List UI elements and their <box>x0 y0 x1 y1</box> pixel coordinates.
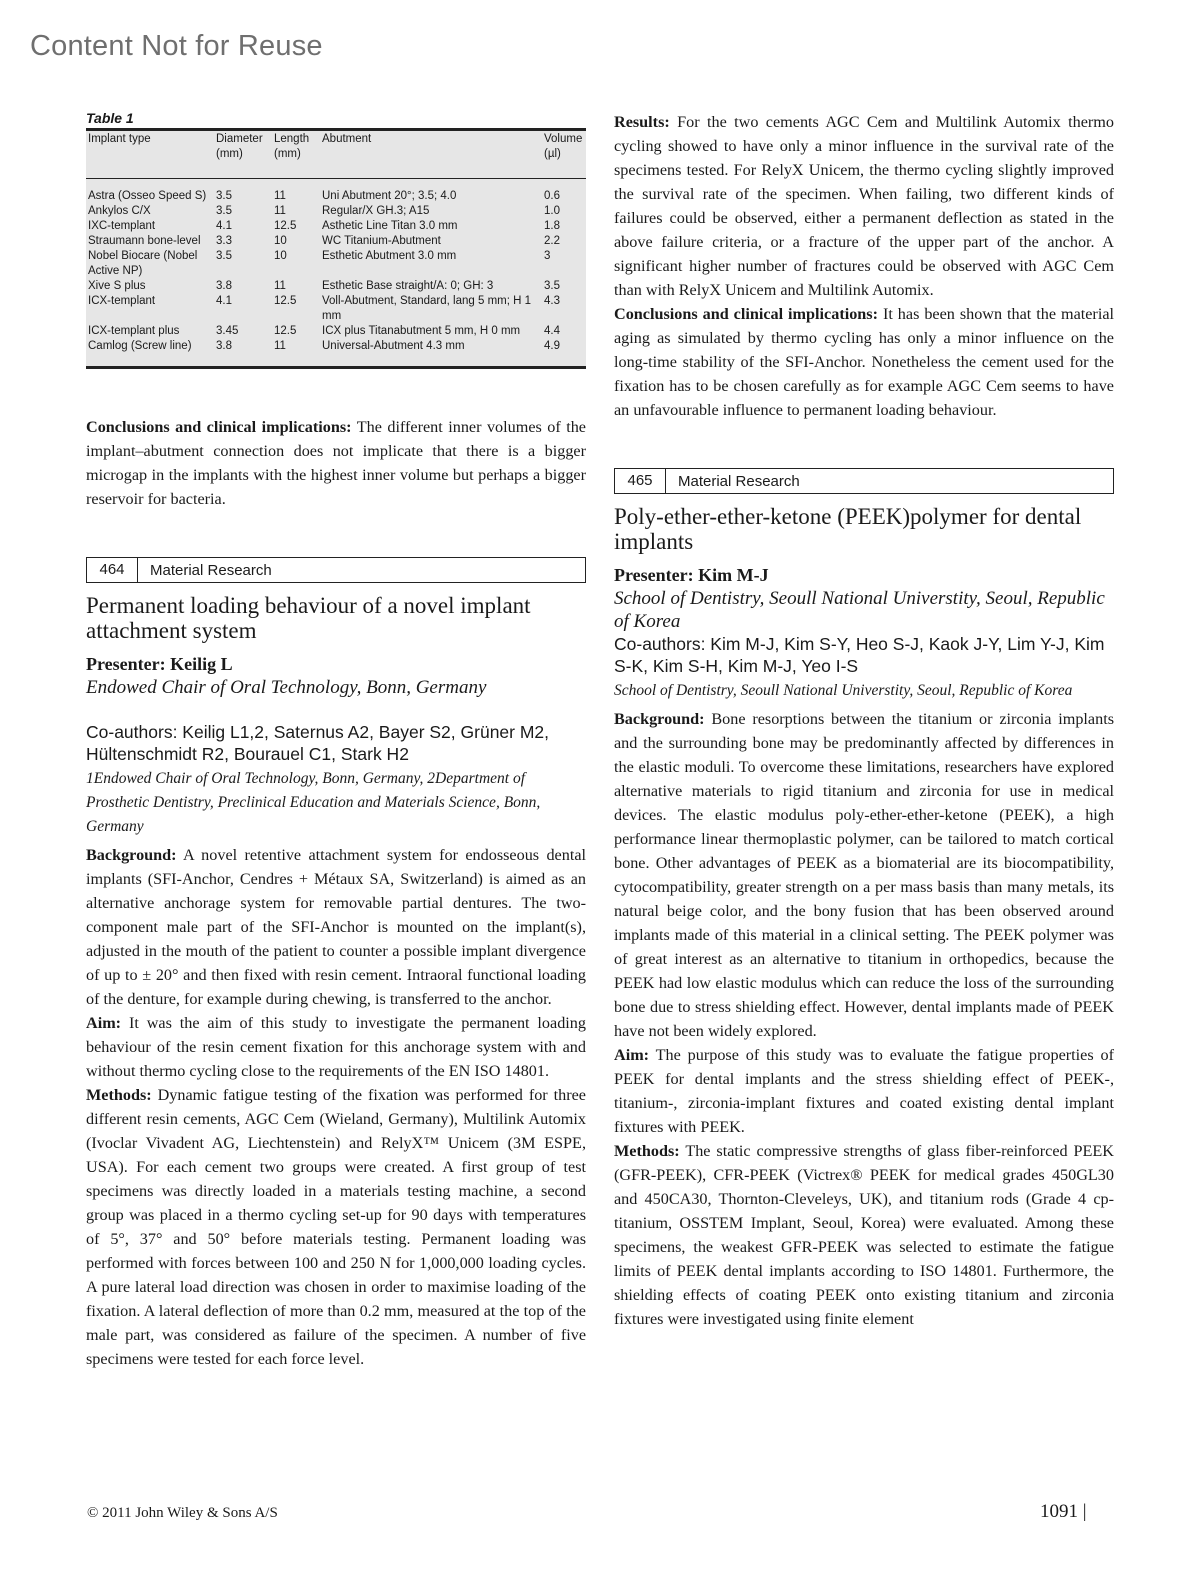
table-cell: 0.6 <box>544 190 560 202</box>
left-column <box>86 110 586 1371</box>
presenter: Presenter: Kim M-J <box>614 565 769 585</box>
table-cell: IXC-templant <box>88 220 156 232</box>
abstract-number: 464 <box>87 558 138 582</box>
abstract-section: Material Research <box>678 472 800 490</box>
right-column <box>614 110 1114 1331</box>
abstract-title: Poly-ether-ether-ketone (PEEK)polymer for dental implants <box>614 504 1082 554</box>
table-row <box>86 179 586 205</box>
background-paragraph <box>614 707 1114 1043</box>
table-cell: 3.45 <box>216 325 239 337</box>
table-cell: Xive S plus <box>88 280 146 292</box>
table-row <box>86 339 586 366</box>
aim-text: The purpose of this study was to evaluate the fatigue properties of PEEK for dental implants and the stress shielding effect of PEEK-, titanium-, zirconia-implant fixtures and coated existing dental implant fixtures with PEEK. <box>614 1046 1114 1136</box>
methods-text: Dynamic fatigue testing of the fixation was performed for three different resin cements, AGC Cem (Wieland, Germany), Multilink Automix (Ivoclar Vivadent AG, Liechtenstein) and RelyX™ Unicem (3M ESPE, USA). For each cement two groups were created. A first group of test specimens was directly loaded in a materials testing machine, a second group was placed in a thermo cycling set-up for 90 days with temperatures of 5°, 37° and 50° before materials testing. Permanent loading was performed with forces between 100 and 250 N for 1,000,000 loading cycles. A pure lateral load direction was chosen in order to maximise loading of the fixation. A lateral deflection of more than 0.2 mm, measured at the top of the male part, was considered as failure of the specimen. A number of five specimens were tested for each force level. <box>86 1086 586 1368</box>
table-cell: 3.8 <box>216 280 232 292</box>
table-cell: 3.5 <box>216 250 232 262</box>
conclusions-text: It has been shown that the material aging as simulated by thermo cycling has only a minor influence on the long-time stability of the SFI-Anchor. Nonetheless the cement used for the fixation has to be chosen carefully as for example AGC Cem seems to have an unfavourable influence to permanent loading behaviour. <box>614 305 1115 419</box>
table-row <box>86 324 586 339</box>
abstract-title: Permanent loading behaviour of a novel implant attachment system <box>86 593 531 643</box>
results-text: For the two cements AGC Cem and Multilink Automix thermo cycling showed to have only a minor influence in the survival rate of the specimens tested. For RelyX Unicem, the thermo cycling slightly improved the survival rate of the specimen. When failing, two different kinds of failures could be observed, either a permanent deflection as stated in the above failure criteria, or a fracture of the upper part of the anchor. A significant higher number of fractures could be observed with AGC Cem than with RelyX Unicem and Multilink Automix. <box>614 113 1114 299</box>
table-header: Implant type <box>86 131 214 179</box>
conclusions-paragraph <box>614 302 1114 422</box>
table-header-row <box>86 131 586 179</box>
aim-label: Aim: <box>614 1046 650 1064</box>
table-cell: Uni Abutment 20°; 3.5; 4.0 <box>322 190 457 202</box>
table-row <box>86 249 586 279</box>
table-cell: 3.5 <box>216 190 232 202</box>
table-cell: 4.1 <box>216 220 232 232</box>
table-container <box>86 128 586 369</box>
table-cell: 4.4 <box>544 325 560 337</box>
table-cell: Asthetic Line Titan 3.0 mm <box>322 220 458 232</box>
table-cell: 11 <box>274 280 286 292</box>
presenter-affiliation: School of Dentistry, Seoull National Universtity, Seoul, Republic of Korea <box>614 588 1105 632</box>
affiliations: 1Endowed Chair of Oral Technology, Bonn, Germany, 2Department of Prosthetic Dentistry, Preclinical Education and Materials Science, Bonn, Germany <box>86 770 541 835</box>
methods-text: The static compressive strengths of glass fiber-reinforced PEEK (GFR-PEEK), CFR-PEEK (Victrex® PEEK for medical grades 450GL30 and 450CA30, Thornton-Cleveleys, UK), and titanium rods (Grade 4 cp-titanium, OSSTEM Implant, Seoul, Korea) were evaluated. Among these specimens, the weakest GFR-PEEK was selected to estimate the fatigue limits of PEEK dental implants according to ISO 14801. Furthermore, the shielding effects of coating PEEK onto existing titanium and zirconia fixtures were investigated using finite element <box>614 1142 1114 1328</box>
conclusions-label: Conclusions and clinical implications: <box>614 305 878 323</box>
aim-text: It was the aim of this study to investigate the permanent loading behaviour of the resin cement fixation for this anchorage system with and without thermo cycling close to the requirements of the EN ISO 14801. <box>86 1014 586 1080</box>
table-cell: Astra (Osseo Speed S) <box>88 190 207 202</box>
background-label: Background: <box>86 846 177 864</box>
table-cell: 12.5 <box>274 325 297 337</box>
table-cell: 4.9 <box>544 340 560 352</box>
table-cell: 11 <box>274 190 286 202</box>
table-header: Abutment <box>320 131 542 179</box>
methods-label: Methods: <box>614 1142 680 1160</box>
table-cell: Straumann bone-level <box>88 235 201 247</box>
table-cell: 11 <box>274 205 286 217</box>
background-text: Bone resorptions between the titanium or zirconia implants and the surrounding bone may be predominantly affected by differences in the elastic moduli. To overcome these limitations, researchers have explored alternative materials to rigid titanium and zirconia for use in medical devices. The elastic modulus poly-ether-ether-ketone (PEEK), a high performance linear thermoplastic polymer, can be tailored to match cortical bone. Other advantages of PEEK as a biomaterial are its biocompatibility, cytocompatibility, greater strength on a per mass basis than many metals, its natural beige color, and the bony fusion that has been observed around implants made of this material in a clinical setting. The PEEK polymer was of great interest as an alternative to titanium in orthopedics, because the PEEK had low elastic modulus which can reduce the loss of the surrounding bone due to stress shielding effect. However, dental implants made of PEEK have not been widely explored. <box>614 710 1114 1040</box>
table-header: Volume (µl) <box>542 131 586 179</box>
table-cell: 1.8 <box>544 220 560 232</box>
table-cell: Regular/X GH.3; A15 <box>322 205 430 217</box>
results-paragraph <box>614 110 1114 302</box>
table-cell: ICX-templant plus <box>88 325 180 337</box>
table-cell: Esthetic Abutment 3.0 mm <box>322 250 457 262</box>
coauthors: Co-authors: Kim M-J, Kim S-Y, Heo S-J, Kaok J-Y, Lim Y-J, Kim S-K, Kim S-H, Kim M-J, Yeo I-S <box>614 634 1105 676</box>
table-cell: 3 <box>544 250 551 262</box>
presenter-affiliation: Endowed Chair of Oral Technology, Bonn, Germany <box>86 677 487 698</box>
background-text: A novel retentive attachment system for endosseous dental implants (SFI-Anchor, Cendres + Métaux SA, Switzerland) is aimed as an alternative anchorage system for removable partial dentures. The two-component male part of the SFI-Anchor is mounted on the implant(s), adjusted in the mouth of the patient to counter a possible implant divergence of up to ± 20° and then fixed with resin cement. Intraoral functional loading of the denture, for example during chewing, is transferred to the anchor. <box>86 846 587 1008</box>
table-cell: 4.1 <box>216 295 232 307</box>
table-cell: Voll-Abutment, Standard, lang 5 mm; H 1 mm <box>322 295 532 322</box>
background-paragraph <box>86 843 586 1011</box>
table-cell: 10 <box>274 250 287 262</box>
table-cell: ICX-templant <box>88 295 156 307</box>
table-cell: 11 <box>274 340 286 352</box>
watermark: Content Not for Reuse <box>30 30 323 62</box>
table-cell: 3.5 <box>216 205 232 217</box>
conclusions-label: Conclusions and clinical implications: <box>86 418 352 436</box>
table-cell: Camlog (Screw line) <box>88 340 192 352</box>
affiliations: School of Dentistry, Seoull National Universtity, Seoul, Republic of Korea <box>614 682 1073 699</box>
table-cell: 3.5 <box>544 280 560 292</box>
table-cell: 2.2 <box>544 235 560 247</box>
table-row <box>86 234 586 249</box>
table-cell: 10 <box>274 235 287 247</box>
abstract-465-header <box>614 468 1114 494</box>
methods-label: Methods: <box>86 1086 152 1104</box>
table-cell: 3.3 <box>216 235 232 247</box>
table-cell: ICX plus Titanabutment 5 mm, H 0 mm <box>322 325 521 337</box>
table-title: Table 1 <box>86 110 134 126</box>
implant-table <box>86 131 586 366</box>
table-cell: Nobel Biocare (Nobel Active NP) <box>88 250 198 277</box>
table-cell: 3.8 <box>216 340 232 352</box>
methods-paragraph <box>86 1083 586 1371</box>
aim-paragraph <box>86 1011 586 1083</box>
results-label: Results: <box>614 113 670 131</box>
copyright-notice: © 2011 John Wiley & Sons A/S <box>87 1505 278 1521</box>
coauthors: Co-authors: Keilig L1,2, Saternus A2, Bayer S2, Grüner M2, Hültenschmidt R2, Bourauel C1, Stark H2 <box>86 722 550 764</box>
abstract-464-header <box>86 557 586 583</box>
table-row <box>86 294 586 324</box>
table-row <box>86 279 586 294</box>
presenter: Presenter: Keilig L <box>86 654 233 674</box>
aim-paragraph <box>614 1043 1114 1139</box>
page-number: 1091 | <box>1040 1501 1087 1522</box>
conclusions-text: The different inner volumes of the implant–abutment connection does not implicate that there is a bigger microgap in the implants with the highest inner volume but perhaps a bigger reservoir for bacteria. <box>86 418 586 508</box>
abstract-section: Material Research <box>150 561 272 579</box>
background-label: Background: <box>614 710 705 728</box>
table-cell: 12.5 <box>274 295 297 307</box>
table-cell: 1.0 <box>544 205 560 217</box>
table-header: Length (mm) <box>272 131 320 179</box>
table-cell: 4.3 <box>544 295 560 307</box>
table-cell: Universal-Abutment 4.3 mm <box>322 340 465 352</box>
left-conclusions-paragraph <box>86 415 586 511</box>
table-cell: Esthetic Base straight/A: 0; GH: 3 <box>322 280 494 292</box>
table-cell: Ankylos C/X <box>88 205 151 217</box>
table-row <box>86 204 586 219</box>
methods-paragraph <box>614 1139 1114 1331</box>
table-cell: 12.5 <box>274 220 297 232</box>
table-header: Diameter (mm) <box>214 131 272 179</box>
abstract-number: 465 <box>615 469 666 493</box>
table-row <box>86 219 586 234</box>
aim-label: Aim: <box>86 1014 122 1032</box>
table-cell: WC Titanium-Abutment <box>322 235 441 247</box>
